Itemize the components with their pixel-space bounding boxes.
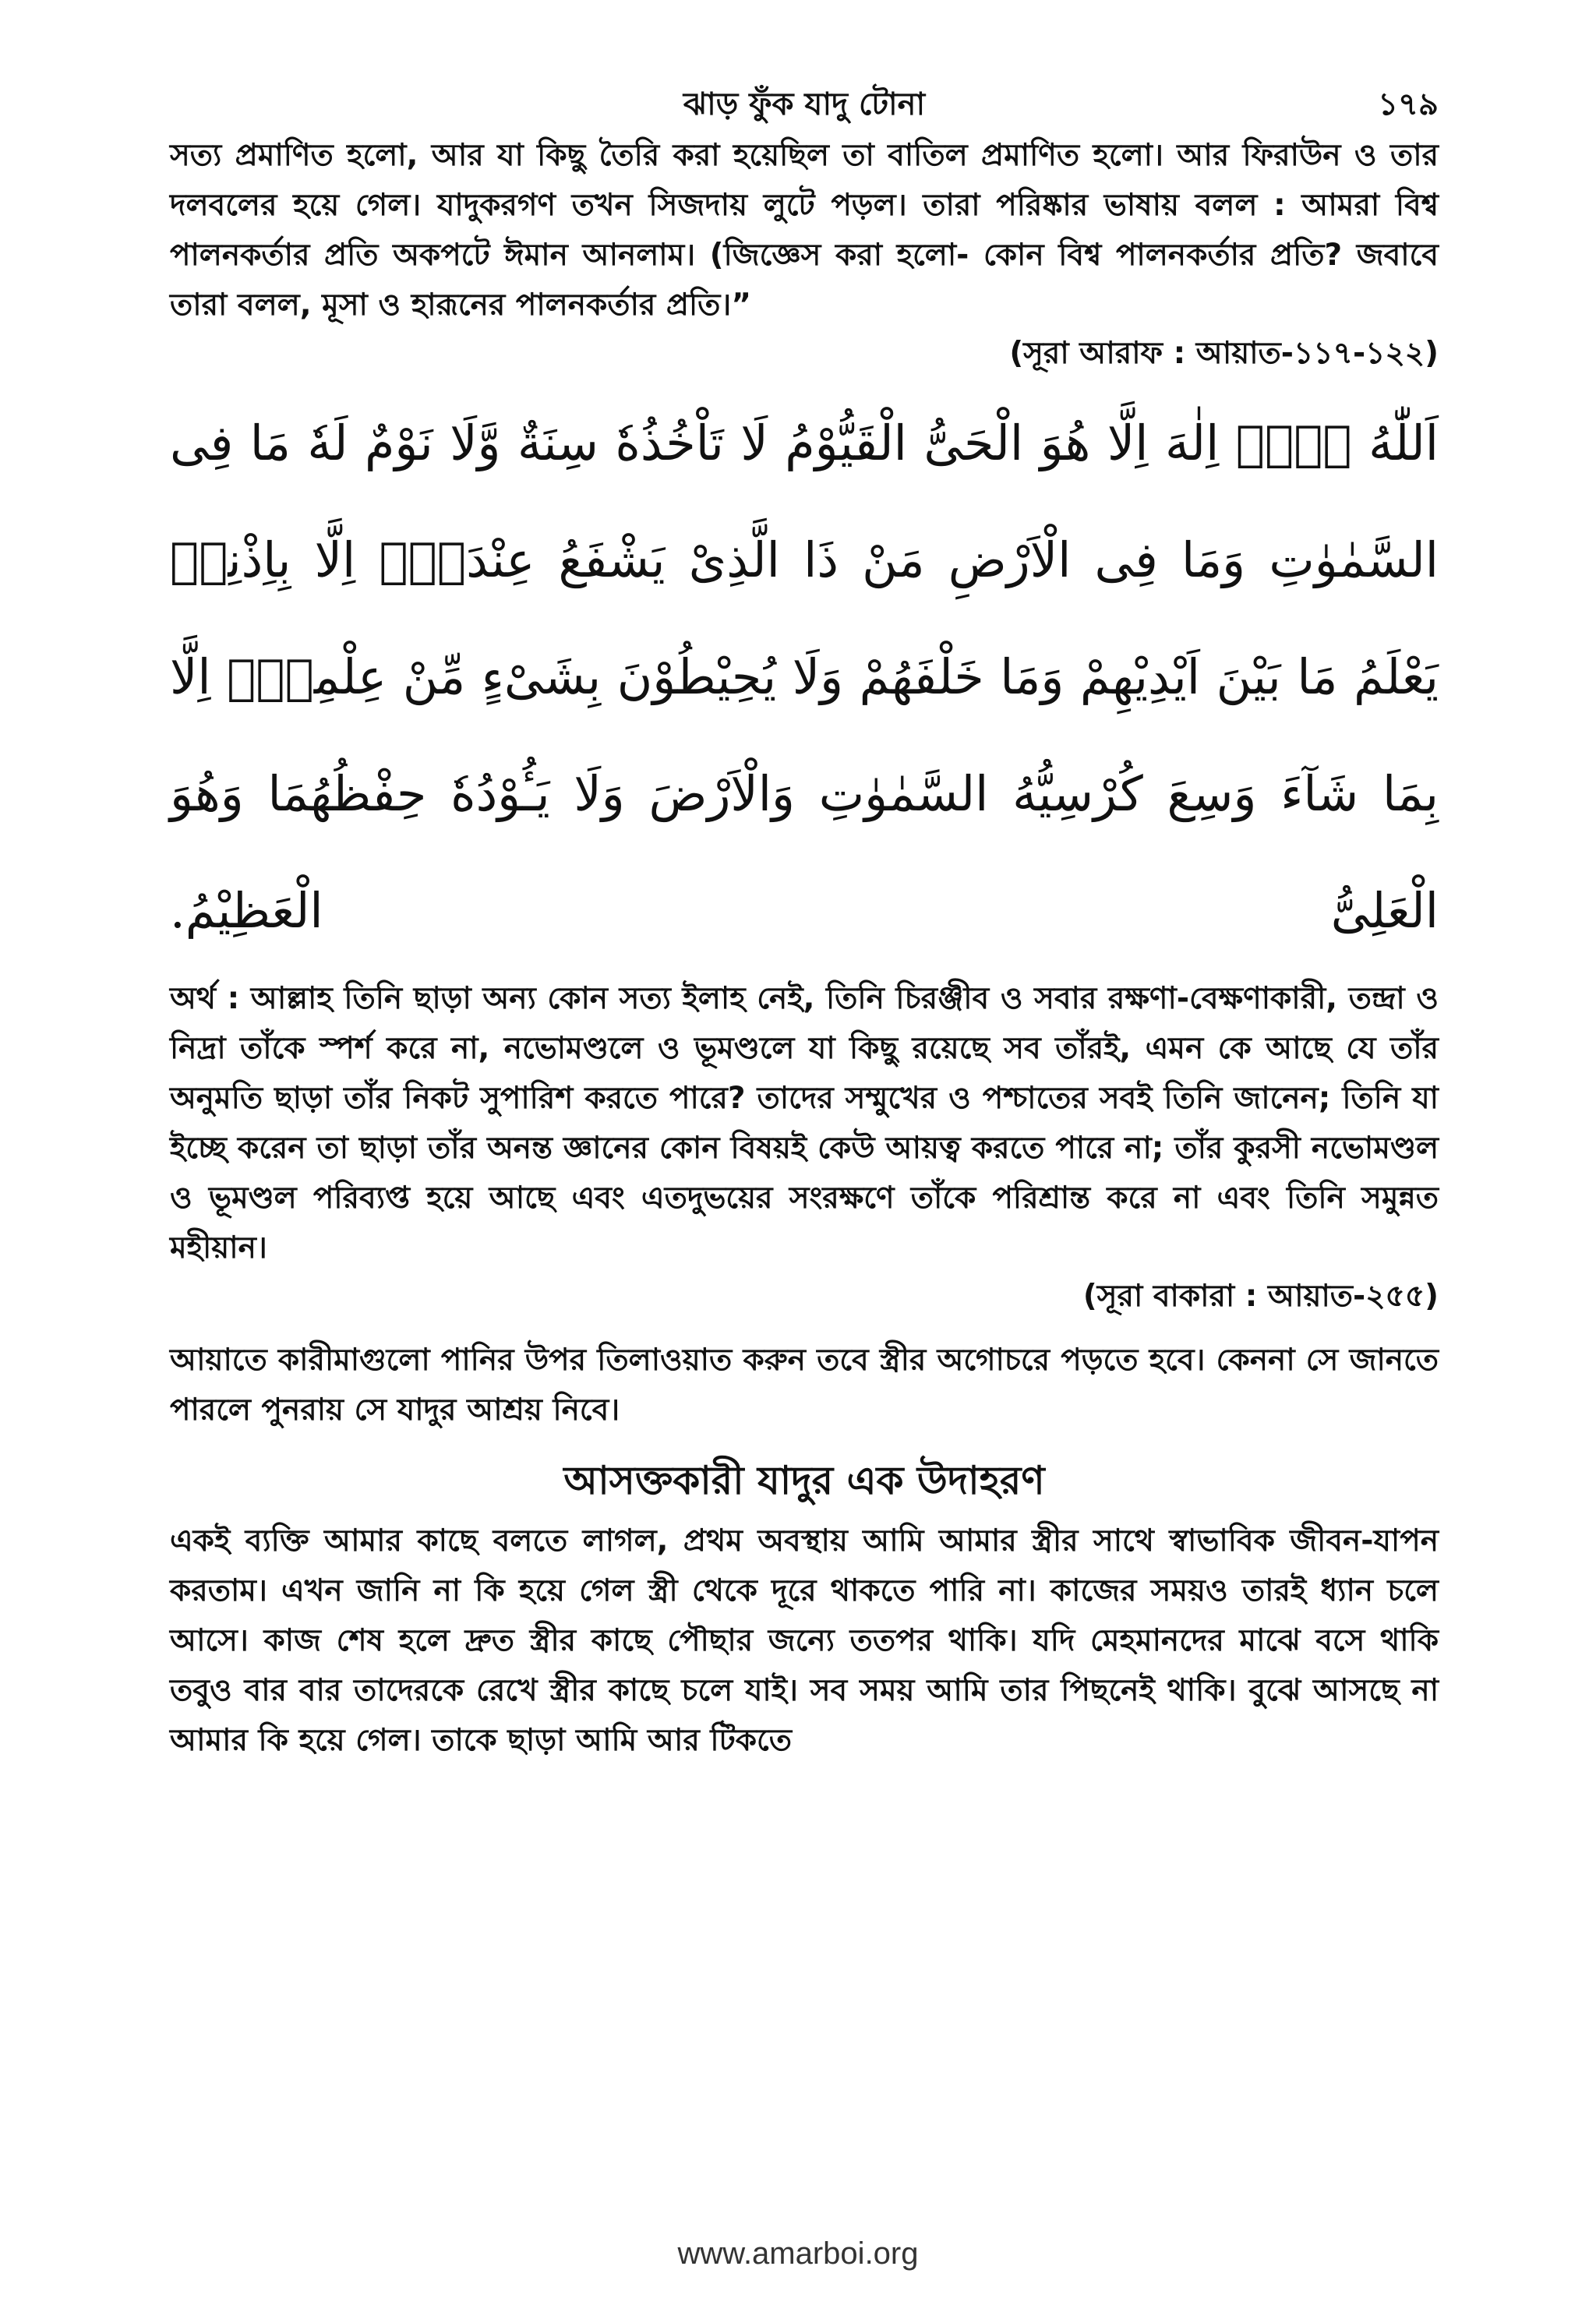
page-header (170, 84, 1439, 131)
paragraph-meaning: অর্থ : আল্লাহ তিনি ছাড়া অন্য কোন সত্য ইলাহ নেই, তিনি চিরঞ্জীব ও সবার রক্ষণা-বেক্ষণাকারী, তন্দ্রা ও নিদ্রা তাঁকে স্পর্শ করে না, নভোমণ্ডলে ও ভূমণ্ডলে যা কিছু রয়েছে সব তাঁরই, এমন কে আছে যে তাঁর অনুমতি ছাড়া তাঁর নিকট সুপারিশ করতে পারে? তাদের সম্মুখের ও পশ্চাতের সবই তিনি জানেন; তিনি যা ইচ্ছে করেন তা ছাড়া তাঁর অনন্ত জ্ঞানের কোন বিষয়ই কেউ আয়ত্ব করতে পারে না; তাঁর কুরসী নভোমণ্ডল ও ভূমণ্ডল পরিব্যপ্ত হয়ে আছে এবং এতদুভয়ের সংরক্ষণে তাঁকে পরিশ্রান্ত করে না এবং তিনি সমুন্নত মহীয়ান। (170, 981, 1439, 1265)
section-heading: আসক্তকারী যাদুর এক উদাহরণ (563, 1458, 1045, 1503)
paragraph-example: একই ব্যক্তি আমার কাছে বলতে লাগল, প্রথম অবস্থায় আমি আমার স্ত্রীর সাথে স্বাভাবিক জীবন-যাপন করতাম। এখন জানি না কি হয়ে গেল স্ত্রী থেকে দূরে থাকতে পারি না। কাজের সময়ও তারই ধ্যান চলে আসে। কাজ শেষ হলে দ্রুত স্ত্রীর কাছে পৌছার জন্যে ততপর থাকি। যদি মেহমানদের মাঝে বসে থাকি তবুও বার বার তাদেরকে রেখে স্ত্রীর কাছে চলে যাই। সব সময় আমি তার পিছনেই থাকি। বুঝে আসছে না আমার কি হয়ে গেল। তাকে ছাড়া আমি আর টিকতে (170, 1523, 1439, 1758)
book-page (170, 84, 1439, 1766)
watermark-url: www.amarboi.org (677, 2236, 919, 2271)
verse-reference-baqara: (সূরা বাকারা : আয়াত-২৫৫) (1082, 1279, 1439, 1314)
arabic-verse: اَللّٰهُ لَاۤ اِلٰهَ اِلَّا هُوَ الْحَیُّ الْقَیُّوْمُ لَا تَاْخُذُهٗ سِنَةٌ وَّلَا نَوْمٌ لَهٗ مَا فِی السَّمٰوٰتِ وَمَا فِی الْاَرْضِ مَنْ ذَا الَّذِیْ یَشْفَعُ عِنْدَهٗۤ اِلَّا بِاِذْنِهٖ یَعْلَمُ مَا بَیْنَ اَیْدِیْهِمْ وَمَا خَلْفَهُمْ وَلَا یُحِیْطُوْنَ بِشَیْءٍ مِّنْ عِلْمِهٖۤ اِلَّا بِمَا شَآءَ وَسِعَ كُرْسِیُّهُ السَّمٰوٰتِ وَالْاَرْضَ وَلَا یَـُٔوْدُهٗ حِفْظُهُمَا وَهُوَ الْعَلِیُّ الْعَظِیْمُ. (170, 415, 1439, 939)
paragraph-instruction: আয়াতে কারীমাগুলো পানির উপর তিলাওয়াত করুন তবে স্ত্রীর অগোচরে পড়তে হবে। কেননা সে জানতে পারলে পুনরায় সে যাদুর আশ্রয় নিবে। (170, 1343, 1439, 1428)
verse-reference-araf: (সূরা আরাফ : আয়াত-১১৭-১২২) (1009, 336, 1439, 371)
paragraph-intro: সত্য প্রমাণিত হলো, আর যা কিছু তৈরি করা হয়েছিল তা বাতিল প্রমাণিত হলো। আর ফিরাউন ও তার দলবলের হয়ে গেল। যাদুকরগণ তখন সিজদায় লুটে পড়ল। তারা পরিষ্কার ভাষায় বলল : আমরা বিশ্ব পালনকর্তার প্রতি অকপটে ঈমান আনলাম। (জিজ্ঞেস করা হলো- কোন বিশ্ব পালনকর্তার প্রতি? জবাবে তারা বলল, মূসা ও হারূনের পালনকর্তার প্রতি।” (170, 138, 1439, 323)
page-number: ১৭৯ (1378, 86, 1439, 122)
running-head: ঝাড় ফুঁক যাদু টোনা (683, 86, 926, 122)
